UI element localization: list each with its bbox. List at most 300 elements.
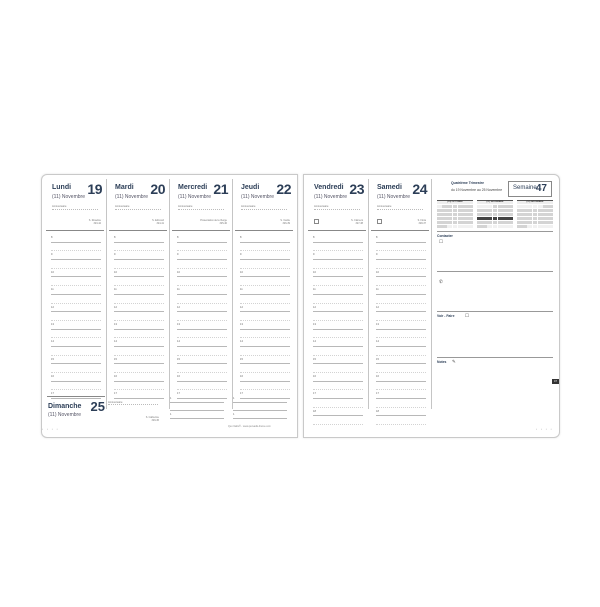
mini-calendar-day [447,205,452,208]
hour-slot[interactable] [231,412,289,420]
week-label: Semaine [513,185,537,191]
hour-slot[interactable] [231,396,289,404]
slot-line [51,389,101,390]
mini-calendar-day [522,209,527,212]
hour-label: 9 [240,253,242,257]
hour-slot[interactable] [46,383,104,392]
hour-slot[interactable] [371,365,429,374]
hour-slot[interactable] [235,278,293,287]
hour-label: 15 [313,357,316,361]
hour-slot[interactable] [109,348,167,357]
day-header [109,179,167,231]
day-info-line: S. Flora [417,219,426,222]
hour-slot[interactable] [308,278,366,287]
hour-slot[interactable] [371,374,429,383]
mini-calendar-day [538,205,543,208]
mini-calendar-day [498,209,503,212]
hour-slots [46,235,104,400]
hour-slot[interactable] [46,331,104,340]
sunday-notes [106,396,161,426]
hour-slots [371,235,429,426]
slot-line [177,346,227,347]
hour-label: 8 [51,236,53,239]
mini-calendar-day [463,225,468,228]
hour-slot[interactable] [46,270,104,279]
hour-slot[interactable] [46,235,104,244]
hour-slots [235,235,293,400]
hour-label: 8 [313,236,315,239]
hour-slot[interactable] [172,235,230,244]
hour-slot[interactable] [172,244,230,253]
hour-label: 10 [376,270,379,274]
checkbox-icon[interactable] [377,219,382,224]
hour-slot[interactable] [46,357,104,366]
hour-label: 11 [51,288,54,292]
column-divider [431,179,432,409]
hour-slot[interactable] [46,252,104,261]
hour-label: 10 [313,270,316,274]
hour-slot[interactable] [46,305,104,314]
mini-calendar-day [548,213,553,216]
anniversary-field[interactable]: Anniversaire [241,205,287,210]
hour-slot[interactable] [308,331,366,340]
slot-line [114,389,164,390]
hour-label: 15 [376,357,379,361]
hour-slot[interactable] [172,339,230,348]
mini-calendar-day [533,213,538,216]
hour-slot[interactable] [46,339,104,348]
hour-slot[interactable] [109,313,167,322]
hour-slot[interactable] [308,400,366,409]
mini-calendar-day [548,205,553,208]
mini-calendar-day [527,209,532,212]
hour-slot[interactable] [371,409,429,418]
slot-line [51,311,101,312]
slot-line [376,363,426,364]
hour-slot[interactable] [371,400,429,409]
hour-label: 14 [51,340,54,344]
hour-slot[interactable] [46,261,104,270]
mini-calendar-title: (10) OCTOBRE [437,201,473,204]
hour-slot[interactable] [109,287,167,296]
mini-calendar-day [437,209,442,212]
panel-section [437,271,553,312]
hour-slot[interactable] [172,313,230,322]
hour-slot[interactable] [308,322,366,331]
mini-calendar-day [458,213,463,216]
hour-slot[interactable] [109,383,167,392]
slot-line [313,415,363,416]
mini-calendar-day [437,205,442,208]
day-column [46,179,104,409]
anniversary-field[interactable]: Anniversaire [377,205,423,210]
slot-line [376,346,426,347]
mini-calendar-grid [437,205,473,229]
hour-slot[interactable] [308,357,366,366]
mini-calendar-day [503,221,508,224]
hour-slot[interactable] [308,270,366,279]
slot-line [313,250,363,251]
day-name: Mercredi [178,184,208,191]
slot-line [240,311,290,312]
anniversary-field[interactable]: Anniversaire [52,205,98,210]
hour-slot[interactable] [46,287,104,296]
hour-slot[interactable] [109,235,167,244]
hour-slot[interactable] [371,339,429,348]
hour-slot[interactable] [231,404,289,412]
hour-slot[interactable] [235,296,293,305]
hour-slot[interactable] [235,383,293,392]
slot-line [114,381,164,382]
slot-line [240,250,290,251]
hour-slot[interactable] [308,287,366,296]
hour-slot[interactable] [172,322,230,331]
day-number: 25 [90,399,105,414]
hour-slot[interactable] [46,322,104,331]
slot-line [51,294,101,295]
hour-slot[interactable] [109,322,167,331]
hour-slot[interactable] [172,252,230,261]
anniversary-field[interactable]: Anniversaire [314,205,360,210]
hour-slot[interactable] [308,365,366,374]
hour-label: 12 [51,305,54,309]
hour-slot[interactable] [371,296,429,305]
mini-calendar-day [517,217,522,220]
checkbox-icon[interactable] [314,219,319,224]
hour-slot[interactable] [371,252,429,261]
slot-line [114,346,164,347]
hour-slot[interactable] [172,261,230,270]
hour-label: 8 [240,236,242,239]
week-box [508,181,552,197]
hour-slot[interactable] [46,244,104,253]
mini-calendar-day [527,217,532,220]
slot-line [313,285,363,286]
hour-label: 12 [114,305,117,309]
mini-calendar-day [498,221,503,224]
hour-label: 15 [51,357,54,361]
mini-calendar-day [503,217,508,220]
slot-line [313,259,363,260]
day-header [371,179,429,231]
slot-line [376,337,426,338]
day-name: Jeudi [241,184,260,191]
day-month: (11) Novembre [48,412,81,418]
hour-slot[interactable] [109,270,167,279]
mini-calendar-day [493,225,498,228]
hour-slot[interactable] [172,331,230,340]
slot-line [376,250,426,251]
mini-calendar-day [498,205,503,208]
mini-calendar-day [533,225,538,228]
mini-calendar-day [517,225,522,228]
slot-line [240,294,290,295]
hour-slot[interactable] [235,339,293,348]
mini-calendar-day [538,209,543,212]
hour-slot[interactable] [308,305,366,314]
hour-slot[interactable] [109,339,167,348]
mini-calendar-day [493,217,498,220]
hour-slot[interactable] [308,409,366,418]
hour-slot[interactable] [109,244,167,253]
mini-calendar-day [517,213,522,216]
mini-calendar-day [487,225,492,228]
hour-slot[interactable] [371,270,429,279]
hour-slot[interactable] [308,383,366,392]
hour-slot[interactable] [109,296,167,305]
slot-line [240,259,290,260]
mini-calendar-day [453,221,458,224]
hour-slot[interactable] [308,339,366,348]
hour-slot[interactable] [172,374,230,383]
hour-slot[interactable] [371,235,429,244]
hour-slot[interactable] [371,322,429,331]
panel-section [437,311,553,358]
hour-slot[interactable] [371,357,429,366]
mini-calendar-day [522,217,527,220]
anniversary-field[interactable]: Anniversaire [178,205,224,210]
hour-slot[interactable] [109,374,167,383]
slot-line [376,389,426,390]
hour-slot[interactable] [168,396,226,404]
mini-calendar-day [458,217,463,220]
mini-calendar-day [442,209,447,212]
hour-slot[interactable] [235,331,293,340]
hour-slot[interactable] [168,412,226,420]
hour-slot[interactable] [235,252,293,261]
slot-line [240,268,290,269]
slot-line [376,268,426,269]
slot-line [114,320,164,321]
slot-line [170,410,224,411]
slot-line [114,372,164,373]
day-column [172,179,230,409]
hour-slot[interactable] [172,278,230,287]
hour-slot[interactable] [308,417,366,426]
mini-calendar-day [463,205,468,208]
hour-slot[interactable] [109,278,167,287]
hour-label: 16 [240,375,243,378]
hour-slot[interactable] [308,235,366,244]
slot-line [170,402,224,403]
hour-slot[interactable] [46,313,104,322]
week-range: du 19 Novembre au 25 Novembre [451,188,503,192]
hour-slot[interactable] [235,313,293,322]
hour-label: 17 [177,392,180,396]
mini-calendar-day [493,213,498,216]
hour-slot[interactable] [109,305,167,314]
hour-slot[interactable] [235,305,293,314]
hour-slot[interactable] [371,417,429,426]
hour-slot[interactable] [109,261,167,270]
hour-label: 8 [376,236,378,239]
hour-label: 13 [313,322,316,326]
slot-line [114,242,164,243]
hour-slot[interactable] [109,365,167,374]
hour-slot[interactable] [46,374,104,383]
slot-line [177,329,227,330]
slot-line [376,415,426,416]
hour-slot[interactable] [172,365,230,374]
day-column [308,179,366,413]
hour-slot[interactable] [308,391,366,400]
slot-line [313,363,363,364]
mini-calendar-day [533,221,538,224]
hour-slot[interactable] [109,357,167,366]
anniversary-field[interactable]: Anniversaire [108,401,158,405]
hour-slot[interactable] [371,383,429,392]
mini-calendar-day [522,205,527,208]
hour-slot[interactable] [46,348,104,357]
mini-calendar-day [508,213,513,216]
hour-slot[interactable] [46,296,104,305]
mini-calendar-day [508,225,513,228]
slot-line [240,320,290,321]
slot-line [376,276,426,277]
hour-slot[interactable] [172,296,230,305]
mini-calendar-day [463,221,468,224]
hour-label: 10 [51,270,54,274]
hour-slot[interactable] [308,252,366,261]
mini-calendar-day [527,221,532,224]
mini-calendar-day [533,205,538,208]
hour-slot[interactable] [235,365,293,374]
hour-slot[interactable] [235,244,293,253]
hour-slot[interactable] [371,244,429,253]
slot-line [114,259,164,260]
slot-line [240,381,290,382]
hour-slot[interactable] [308,348,366,357]
day-info-line: 323-42 [93,222,101,225]
hour-slot[interactable] [172,357,230,366]
slot-line [177,381,227,382]
day-info-line: 329-36 [151,419,159,422]
hour-slot[interactable] [308,313,366,322]
hour-slot[interactable] [371,261,429,270]
hour-slot[interactable] [308,244,366,253]
hour-slot[interactable] [172,383,230,392]
day-info-line: S. Cécile [280,219,290,222]
hour-slot[interactable] [172,287,230,296]
hour-slot[interactable] [235,270,293,279]
slot-line [177,259,227,260]
slot-line [240,329,290,330]
mini-calendar-day [468,221,473,224]
hour-slot[interactable] [371,313,429,322]
week-tab[interactable]: 47 [552,379,559,384]
slot-line [313,355,363,356]
hour-slot[interactable] [308,374,366,383]
slot-line [313,381,363,382]
mini-calendar-day [442,221,447,224]
mini-calendar-day [463,213,468,216]
hour-slot[interactable] [371,278,429,287]
mini-calendar-day [468,225,473,228]
mini-calendar-day [447,221,452,224]
hour-label: 14 [313,340,316,344]
slot-line [51,372,101,373]
hour-slot[interactable] [235,374,293,383]
slot-line [114,294,164,295]
hour-slot[interactable] [235,357,293,366]
hour-slot[interactable] [235,235,293,244]
hour-slot[interactable] [308,261,366,270]
mini-calendar-day [447,213,452,216]
hour-slot[interactable] [308,296,366,305]
hour-slot[interactable] [235,322,293,331]
corner-decoration: • • • • [536,427,554,431]
hour-slot[interactable] [371,348,429,357]
mini-calendar-day [477,213,482,216]
hour-slot[interactable] [371,305,429,314]
slot-line [240,363,290,364]
slot-line [313,407,363,408]
slot-line [376,372,426,373]
week-number: 47 [535,183,547,194]
day-number: 21 [213,181,228,197]
hour-slot[interactable] [235,287,293,296]
mini-calendar-day [463,217,468,220]
hour-slot[interactable] [371,391,429,400]
day-info-line: 325-40 [219,222,227,225]
hour-slot[interactable] [235,261,293,270]
hour-slot[interactable] [46,365,104,374]
hour-slot[interactable] [172,270,230,279]
mini-calendar-day [522,213,527,216]
hour-slot[interactable] [371,287,429,296]
anniversary-field[interactable]: Anniversaire [115,205,161,210]
hour-slot[interactable] [371,331,429,340]
day-header [46,179,104,231]
hour-slot[interactable] [109,331,167,340]
mini-calendar-day [458,225,463,228]
day-number: 23 [349,181,364,197]
mini-calendar-day [517,205,522,208]
hour-slots [308,235,366,426]
slot-line [114,303,164,304]
day-info [418,219,426,225]
hour-slot[interactable] [109,252,167,261]
mini-calendar-day [508,221,513,224]
slot-line [51,337,101,338]
day-info-line: 328-37 [418,222,426,225]
mini-calendar-day [543,209,548,212]
day-info-line: S. Clément [351,219,363,222]
day-header [172,179,230,231]
hour-slot[interactable] [46,278,104,287]
hour-label: 13 [376,322,379,326]
hour-label: 11 [114,288,117,292]
slot-line [51,381,101,382]
hour-slot[interactable] [172,348,230,357]
panel-section [437,357,553,434]
mini-calendar-day [477,205,482,208]
hour-slot[interactable] [172,305,230,314]
hour-slot[interactable] [168,404,226,412]
day-month: (11) Novembre [241,194,274,200]
hour-slots [172,235,230,400]
hour-label: 8 [114,236,116,239]
hour-slot[interactable] [235,348,293,357]
mini-calendar-day [498,217,503,220]
slot-line [51,276,101,277]
mini-calendar-day [482,221,487,224]
hour-label: 9 [114,253,116,257]
mini-calendar-day [463,209,468,212]
mini-calendar-day [453,225,458,228]
slot-line [240,372,290,373]
slot-line [51,250,101,251]
